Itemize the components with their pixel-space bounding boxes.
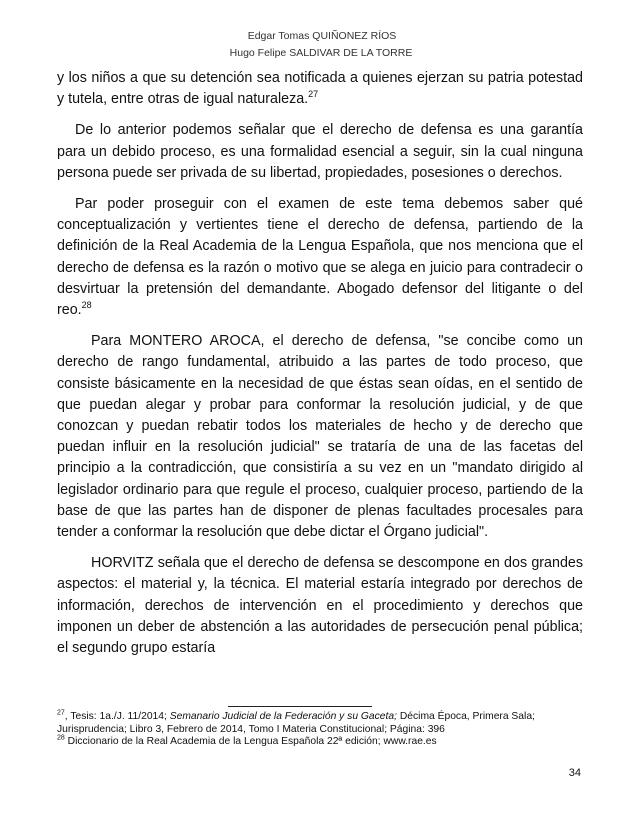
- footnote-lead: , Tesis: 1a./J. 11/2014;: [64, 711, 170, 722]
- footnote-rest: Décima Época, Primera Sala; Jurisprudencia; Libro 3, Febrero de 2014, Tomo I Materia Constitucional; Página: 396: [57, 711, 535, 735]
- paragraph-text: HORVITZ señala que el derecho de defensa se descompone en dos grandes aspectos: el material y, la técnica. El material estaría integrado por derechos de información, derechos de intervención en el procedimiento y derechos que imponen un deber de abstención a las autoridades de persecución penal pública; el segundo grupo estaría: [57, 555, 583, 657]
- paragraph-text: y los niños a que su detención sea notificada a quienes ejerzan su patria potestad y tutela, entre otras de igual naturaleza.: [57, 70, 583, 108]
- paragraph-4: [57, 331, 583, 543]
- paragraph-1: [57, 68, 583, 110]
- footnote-publication: Semanario Judicial de la Federación y su Gaceta;: [169, 711, 397, 722]
- footnotes: [57, 711, 583, 749]
- footnote-separator: [228, 706, 372, 707]
- footnote-number: 28: [57, 734, 65, 742]
- paragraph-5: [57, 553, 583, 659]
- footnote-28: [57, 736, 583, 749]
- footnote-number: 27: [57, 709, 65, 717]
- paragraph-3: [57, 194, 583, 321]
- header-author-1: Edgar Tomas QUIÑONEZ RÍOS: [247, 30, 397, 42]
- running-header: [0, 28, 638, 62]
- paragraph-text: Para MONTERO AROCA, el derecho de defensa, "se concibe como un derecho de rango fundamental, atribuido a las partes de todo proceso, que consiste básicamente en la necesidad de que éstas sean oídas, en el sentido de que puedan alegar y probar para conformar la resolución judicial, y de que conozcan y puedan rebatir todos los materiales de hecho y de derecho que puedan influir en la resolución judicial" se trataría de una de las facetas del principio a la contradicción, que consistiría a su vez en un "mandato dirigido al legislador ordinario para que regule el proceso, cualquier proceso, partiendo de la base de que las partes han de disponer de plenas facultades procesales para tender a conformar la resolución que debe dictar el Órgano judicial".: [57, 333, 583, 541]
- paragraph-2: [57, 120, 583, 184]
- header-author-2: Hugo Felipe SALDIVAR DE LA TORRE: [229, 47, 413, 59]
- footnote-ref-27[interactable]: 27: [308, 89, 319, 100]
- paragraph-text: Par poder proseguir con el examen de este tema debemos saber qué conceptualización y vertientes tiene el derecho de defensa, partiendo de la definición de la Real Academia de la Lengua Española, que nos menciona que el derecho de defensa es la razón o motivo que se alega en juicio para contradecir o desvirtuar la pretensión del demandante. Abogado defensor del litigante o del reo.: [57, 196, 583, 319]
- body-text: [57, 68, 583, 669]
- paragraph-text: De lo anterior podemos señalar que el derecho de defensa es una garantía para un debido proceso, es una formalidad esencial a seguir, sin la cual ninguna persona puede ser privada de su libertad, propiedades, posesiones o derechos.: [57, 122, 583, 181]
- page-number: 34: [568, 767, 581, 779]
- footnote-27: [57, 711, 583, 736]
- footnote-ref-28[interactable]: 28: [81, 300, 92, 311]
- footnote-text: Diccionario de la Real Academia de la Lengua Española 22ª edición; www.rae.es: [64, 736, 437, 748]
